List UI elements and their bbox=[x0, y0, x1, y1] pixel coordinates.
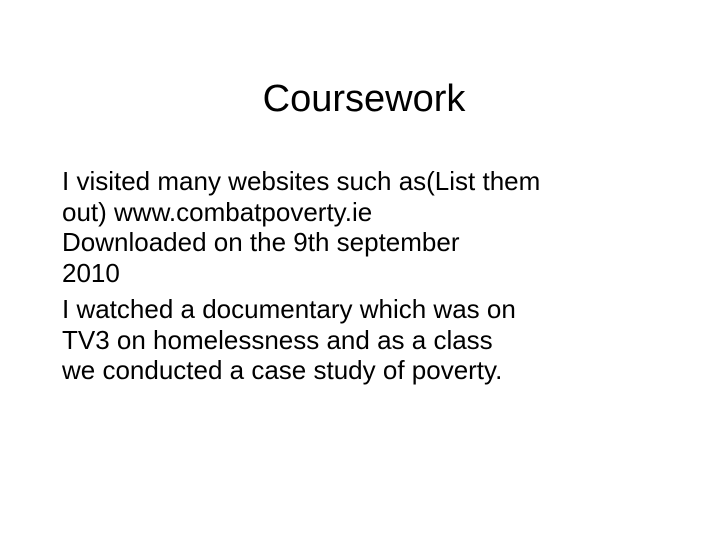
list-item-documentary bbox=[62, 294, 702, 386]
list-item-line: Downloaded on the 9th september bbox=[62, 227, 460, 257]
list-item-websites bbox=[62, 166, 702, 288]
list-item-line: 2010 bbox=[62, 257, 120, 288]
slide-title: Coursework bbox=[262, 78, 466, 120]
list-item-line: out) www.combatpoverty.ie bbox=[62, 196, 373, 227]
list-item-line: I watched a documentary which was on bbox=[62, 294, 516, 324]
bullet-list bbox=[62, 166, 702, 392]
list-item-line: we conducted a case study of poverty. bbox=[62, 355, 503, 385]
list-item-line: TV3 on homelessness and as a class bbox=[62, 324, 493, 355]
list-item-line: I visited many websites such as(List them bbox=[62, 166, 541, 196]
